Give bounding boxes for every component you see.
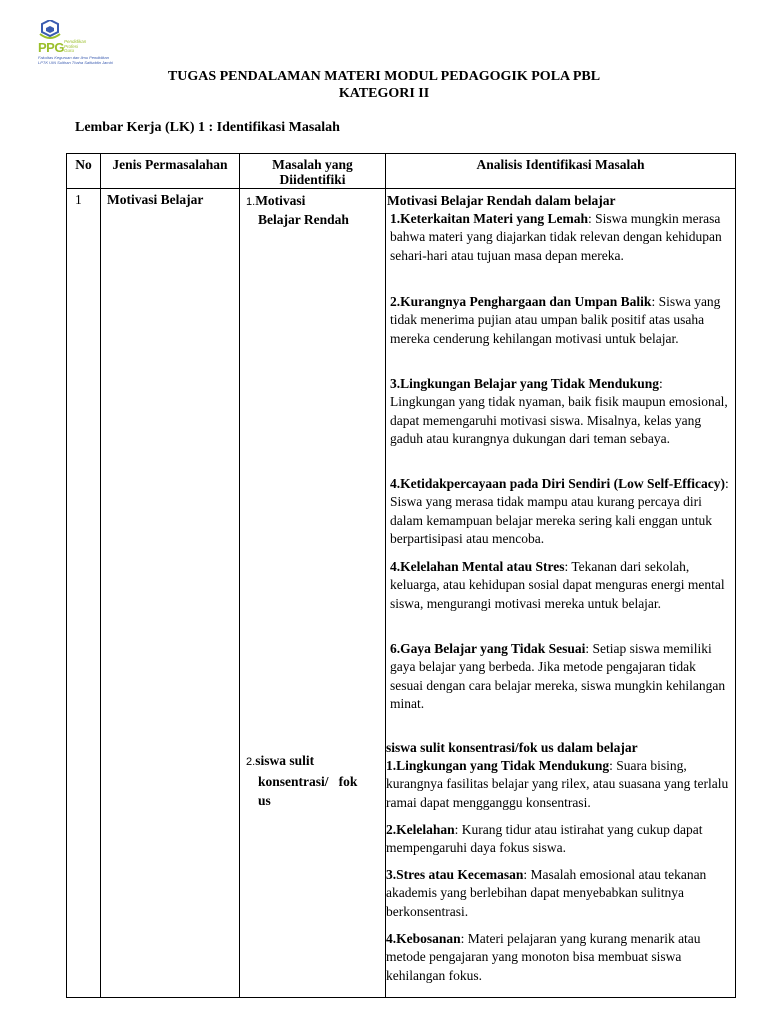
analysis-2-item: 2.Kelelahan: Kurang tidur atau istirahat yang cukup dapat mempengaruhi daya fokus siswa. [386,822,703,856]
logo-line-2: LPTK UIN Sulthan Thaha Saifuddin Jambi [38,60,113,65]
header-masalah: Masalah yang Diidentifiki [240,154,386,189]
analysis-1-item: 4.Kelelahan Mental atau Stres: Tekanan dari sekolah, keluarga, atau kehidupan sosial dapat menguras energi mental siswa, mengurangi motivasi mereka untuk belajar. [390,559,725,611]
title-line-2: KATEGORI II [338,86,430,101]
analysis-2-item: 1.Lingkungan yang Tidak Mendukung: Suara bising, kurangnya fasilitas belajar yang rilex, atau suasana yang terlalu ramai dapat mengganggu konsentrasi. [386,758,729,810]
masalah-item-1: 1.Motivasi Belajar Rendah [246,193,349,227]
table-row [67,189,736,998]
logo-tagline: Pendidikan Profesi Guru [64,39,87,54]
row-masalah [240,189,386,998]
header-no: No [67,154,101,189]
document-title [0,68,768,102]
masalah-item-2: 2.siswa sulit konsentrasi/ fok us [246,753,358,808]
row-jenis: Motivasi Belajar [101,189,240,998]
ppg-logo [32,20,132,66]
analysis-2-item: 3.Stres atau Kecemasan: Masalah emosional atau tekanan akademis yang berlebihan dapat menyebabkan sulitnya berkonsentrasi. [386,867,707,919]
worksheet-subtitle: Lembar Kerja (LK) 1 : Identifikasi Masalah [75,120,340,135]
analysis-1-item: 6.Gaya Belajar yang Tidak Sesuai: Setiap siswa memiliki gaya belajar yang berbeda. Jika metode pengajaran tidak sesuai dengan cara belajar mereka, siswa mungkin kehilangan minat. [390,641,726,712]
row-analisis [386,189,736,998]
logo-emblem-icon [38,20,62,42]
analysis-2-heading: siswa sulit konsentrasi/fok us dalam belajar [386,740,638,755]
table-header-row [67,154,736,189]
analysis-1-item: 3.Lingkungan Belajar yang Tidak Mendukung: Lingkungan yang tidak nyaman, baik fisik maupun emosional, dapat memengaruhi motivasi siswa. Misalnya, kelas yang gaduh atau kurangnya dukungan dari teman sebaya. [390,376,728,447]
row-number: 1 [67,189,101,998]
header-analisis: Analisis Identifikasi Masalah [386,154,736,189]
analysis-1-heading: Motivasi Belajar Rendah dalam belajar [387,193,616,208]
analysis-2-item: 4.Kebosanan: Materi pelajaran yang kurang menarik atau metode pengajaran yang monoton bisa membuat siswa kehilangan fokus. [386,931,701,983]
title-line-1: TUGAS PENDALAMAN MATERI MODUL PEDAGOGIK POLA PBL [167,69,601,84]
logo-line-1: Fakultas Keguruan dan Ilmu Pendidikan [38,55,109,60]
analysis-1-item: 1.Keterkaitan Materi yang Lemah: Siswa mungkin merasa bahwa materi yang diajarkan tidak relevan dengan kehidupan sehari-hari atau tujuan masa depan mereka. [390,211,722,263]
header-jenis: Jenis Permasalahan [101,154,240,189]
logo-brand: PPG [38,40,64,55]
analysis-1-item: 4.Ketidakpercayaan pada Diri Sendiri (Low Self-Efficacy): Siswa yang merasa tidak mampu atau kurang percaya diri dalam kemampuan belajar mereka sering kali enggan untuk berpartisipasi atau mencoba. [390,476,729,547]
identification-table [66,153,736,998]
analysis-1-item: 2.Kurangnya Penghargaan dan Umpan Balik: Siswa yang tidak menerima pujian atau umpan balik positif atas usaha mereka cenderung kehilangan motivasi untuk belajar. [390,294,721,346]
